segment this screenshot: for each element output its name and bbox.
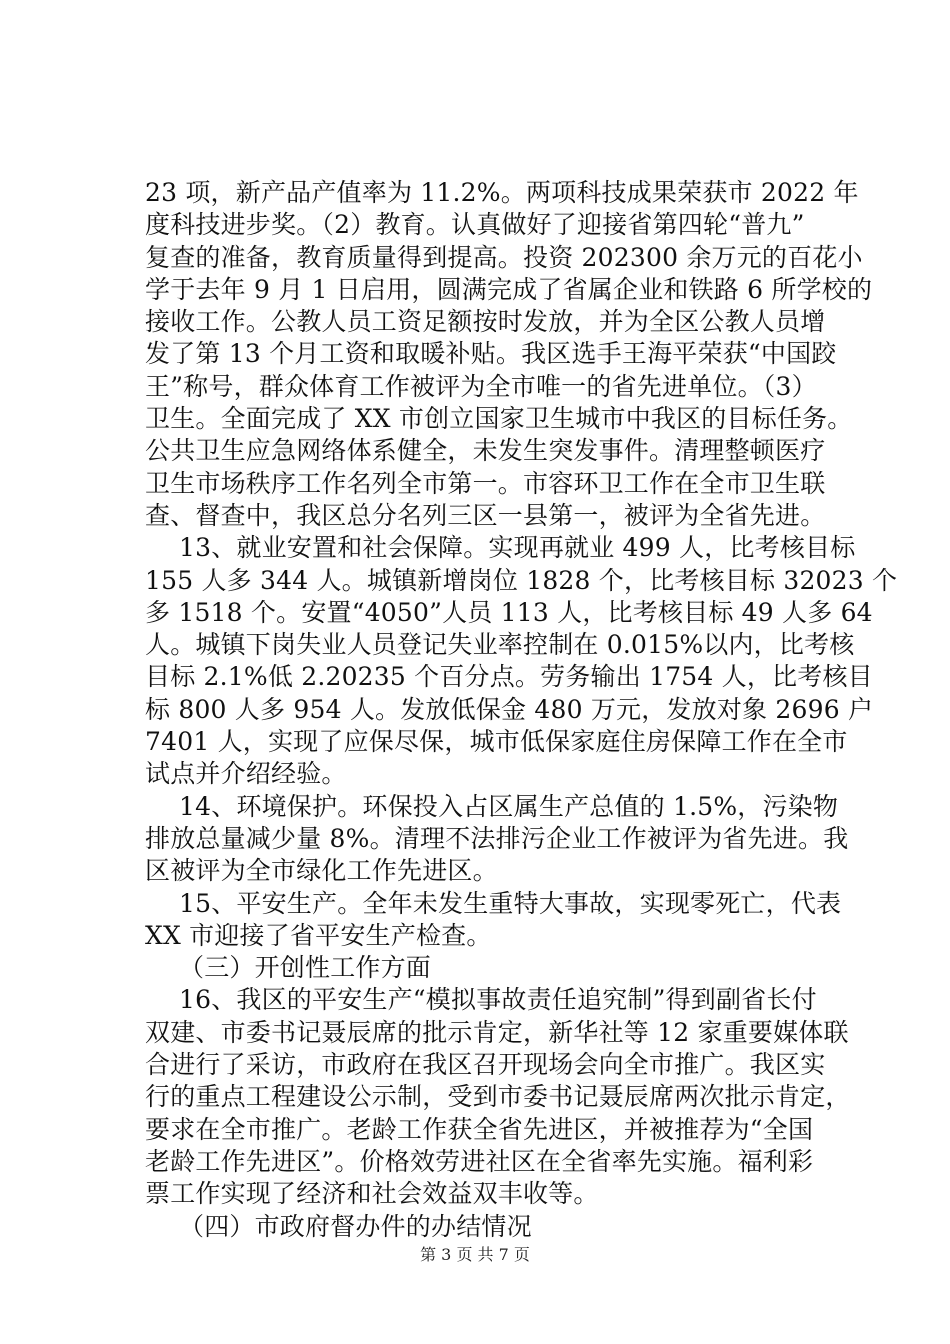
text-line: 7401 人，实现了应保尽保，城市低保家庭住房保障工作在全市 [145,727,848,757]
text-line: 卫生市场秩序工作名列全市第一。市容环卫工作在全市卫生联 [145,468,826,498]
text-line: 票工作实现了经济和社会效益双丰收等。 [145,1179,599,1209]
text-line: 双建、市委书记聂辰席的批示肯定，新华社等 12 家重要媒体联 [145,1017,849,1047]
text-line: 区被评为全市绿化工作先进区。 [145,856,498,886]
text-line: 目标 2.1%低 2.20235 个百分点。劳务输出 1754 人，比考核目 [145,662,873,692]
text-line: 23 项，新产品产值率为 11.2%。两项科技成果荣获市 2022 年 [145,178,859,207]
text-line: 155 人多 344 人。城镇新增岗位 1828 个，比考核目标 32023 个 [145,565,898,595]
text-line: 人。城镇下岗失业人员登记失业率控制在 0.015%以内，比考核 [145,630,855,660]
text-line: 公共卫生应急网络体系健全，未发生突发事件。清理整顿医疗 [145,436,826,466]
text-line: 标 800 人多 954 人。发放低保金 480 万元，发放对象 2696 户 [145,694,874,724]
paragraph-start-line: 13、就业安置和社会保障。实现再就业 499 人，比考核目标 [179,533,856,563]
text-line: 卫生。全面完成了 XX 市创立国家卫生城市中我区的目标任务。 [145,404,853,434]
text-line: 王”称号，群众体育工作被评为全市唯一的省先进单位。（3） [145,371,817,401]
text-line: 发了第 13 个月工资和取暖补贴。我区选手王海平荣获“中国跤 [145,339,837,369]
text-line: 合进行了采访，市政府在我区召开现场会向全市推广。我区实 [145,1050,826,1080]
document-body [145,177,898,1243]
paragraph-start-line: 15、平安生产。全年未发生重特大事故，实现零死亡，代表 [179,888,842,918]
text-line: 要求在全市推广。老龄工作获全省先进区，并被推荐为“全国 [145,1114,814,1144]
text-line: 试点并介绍经验。 [145,759,347,789]
text-line: 接收工作。公教人员工资足额按时发放，并为全区公教人员增 [145,307,826,337]
text-line: 查、督查中，我区总分名列三区一县第一，被评为全省先进。 [145,500,826,530]
page-number-footer: 第 3 页 共 7 页 [420,1245,530,1264]
text-line: 复查的准备，教育质量得到提高。投资 202300 余万元的百花小 [145,242,863,272]
text-line: 老龄工作先进区”。价格效劳进社区在全省率先实施。福利彩 [145,1146,814,1176]
text-line: 行的重点工程建设公示制，受到市委书记聂辰席两次批示肯定， [145,1082,851,1112]
paragraph-start-line: 14、环境保护。环保投入占区属生产总值的 1.5%，污染物 [179,791,839,821]
paragraph-start-line: 16、我区的平安生产“模拟事故责任追究制”得到副省长付 [179,985,817,1015]
text-line: 度科技进步奖。（2）教育。认真做好了迎接省第四轮“普九” [145,210,805,240]
text-line: 排放总量减少量 8%。清理不法排污企业工作被评为省先进。我 [145,823,849,853]
text-line: XX 市迎接了省平安生产检查。 [145,920,492,950]
section-heading: （三）开创性工作方面 [179,953,432,983]
section-heading: （四）市政府督办件的办结情况 [179,1211,532,1241]
text-line: 学于去年 9 月 1 日启用，圆满完成了省属企业和铁路 6 所学校的 [145,274,873,304]
text-line: 多 1518 个。安置“4050”人员 113 人，比考核目标 49 人多 64 [145,597,873,627]
